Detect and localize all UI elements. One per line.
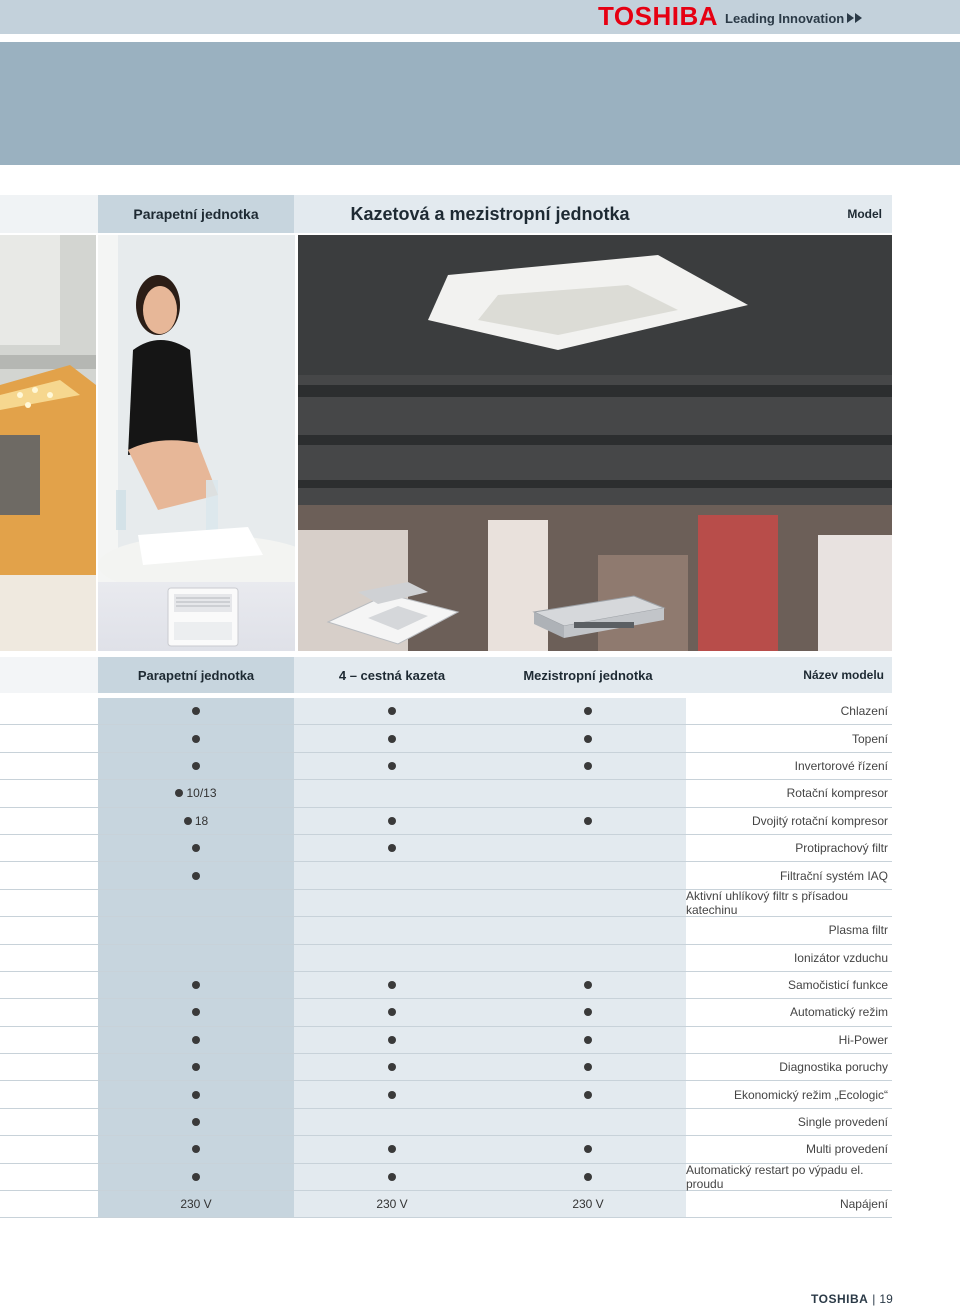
table-row [0,753,892,780]
bullet-dot-icon [388,707,396,715]
feature-mark [584,817,592,825]
ducted-cell [490,753,686,779]
row-spacer [0,725,98,751]
row-spacer [0,917,98,943]
row-spacer [0,1054,98,1080]
ducted-voltage: 230 V [490,1191,686,1217]
cassette-cell [294,780,490,806]
bullet-dot-icon [192,872,200,880]
feature-note: 10/13 [186,786,217,801]
bullet-dot-icon [192,1118,200,1126]
ducted-cell [490,1164,686,1190]
feature-mark [388,1091,396,1099]
double-chevron-icon [847,13,863,23]
ducted-cell [490,945,686,971]
bullet-dot-icon [192,1091,200,1099]
bullet-dot-icon [584,762,592,770]
cassette-cell [294,1164,490,1190]
cassette-cell [294,835,490,861]
feature-mark [192,1091,200,1099]
feature-mark [584,1145,592,1153]
interior-photo [0,235,96,651]
wall-unit-cell [98,753,294,779]
feature-label: Rotační kompresor [786,786,888,801]
ducted-cell [490,725,686,751]
feature-label: Hi-Power [838,1032,888,1047]
bullet-dot-icon [584,735,592,743]
toshiba-logo: TOSHIBA [598,0,719,31]
cassette-cell [294,999,490,1025]
row-spacer [0,753,98,779]
bullet-dot-icon [192,1036,200,1044]
table-row [0,1081,892,1108]
subheader-spacer [0,657,98,693]
bullet-dot-icon [584,707,592,715]
bullet-dot-icon [584,981,592,989]
row-spacer [0,1136,98,1162]
feature-mark [388,762,396,770]
cassette-cell [294,1081,490,1107]
feature-mark [192,872,200,880]
table-row [0,1054,892,1081]
bullet-dot-icon [388,1145,396,1153]
ducted-product-image [494,582,690,651]
cassette-cell [294,725,490,751]
ducted-cell [490,1136,686,1162]
row-spacer [0,862,98,888]
bullet-dot-icon [192,762,200,770]
ducted-cell [490,835,686,861]
feature-mark [192,981,200,989]
feature-mark [388,707,396,715]
bullet-dot-icon [184,817,192,825]
product-ducted-unit: Mezistropní jednotka [490,657,686,693]
cassette-cell [294,890,490,916]
brand-header [598,1,863,31]
header-model: Model [686,195,892,233]
bullet-dot-icon [192,735,200,743]
table-row [0,890,892,917]
bullet-dot-icon [192,1008,200,1016]
header-wall-unit: Parapetní jednotka [98,195,294,233]
feature-mark [584,762,592,770]
bullet-dot-icon [584,1145,592,1153]
bullet-dot-icon [175,789,183,797]
row-spacer [0,999,98,1025]
cassette-cell [294,808,490,834]
table-row [0,725,892,752]
ducted-cell [490,972,686,998]
wall-unit-cell [98,1109,294,1135]
wall-unit-cell [98,1136,294,1162]
bullet-dot-icon [388,981,396,989]
cassette-cell [294,945,490,971]
features-table [0,698,892,1218]
feature-mark [584,1173,592,1181]
product-wall-unit: Parapetní jednotka [98,657,294,693]
feature-label: Invertorové řízení [794,758,888,773]
model-name-header: Název modelu [686,657,892,693]
feature-mark [584,735,592,743]
table-row [0,917,892,944]
feature-label: Multi provedení [805,1142,888,1157]
feature-mark [388,844,396,852]
cassette-cell [294,753,490,779]
row-spacer [0,1027,98,1053]
feature-mark [388,817,396,825]
table-row [0,1027,892,1054]
bullet-dot-icon [388,817,396,825]
feature-label: Single provedení [797,1115,888,1130]
bullet-dot-icon [584,1173,592,1181]
footer-separator: | [872,1292,876,1306]
table-row [0,1136,892,1163]
feature-mark [192,1063,200,1071]
wall-unit-cell [98,1054,294,1080]
feature-mark [184,814,208,828]
cassette-cell [294,1054,490,1080]
wall-unit-cell [98,890,294,916]
feature-mark [388,1008,396,1016]
table-row [0,780,892,807]
feature-mark [584,1036,592,1044]
bullet-dot-icon [388,1008,396,1016]
row-spacer [0,835,98,861]
row-spacer [0,1191,98,1217]
row-spacer [0,890,98,916]
feature-mark [584,981,592,989]
ducted-cell [490,1109,686,1135]
wall-unit-cell [98,1164,294,1190]
bullet-dot-icon [388,1173,396,1181]
bullet-dot-icon [584,1091,592,1099]
row-spacer [0,1081,98,1107]
feature-mark [388,1145,396,1153]
hero-band [0,42,960,165]
ducted-cell [490,1054,686,1080]
row-spacer [0,698,98,724]
feature-label: Chlazení [840,704,888,719]
feature-mark [192,1008,200,1016]
bullet-dot-icon [388,1036,396,1044]
feature-mark [192,1036,200,1044]
bullet-dot-icon [388,844,396,852]
header-spacer [0,195,98,233]
wall-unit-cell [98,972,294,998]
cassette-cell [294,698,490,724]
feature-label: Filtrační systém IAQ [779,868,888,883]
page-number: 19 [879,1292,893,1306]
footer-brand: TOSHIBA [811,1292,869,1306]
row-spacer [0,1164,98,1190]
brand-tagline: Leading Innovation [725,10,845,26]
feature-mark [192,1145,200,1153]
ducted-cell [490,917,686,943]
feature-mark [584,1008,592,1016]
feature-label: Topení [851,731,888,746]
bullet-dot-icon [584,1063,592,1071]
cassette-cell [294,862,490,888]
power-label: Napájení [839,1197,888,1212]
table-row [0,808,892,835]
table-row [0,1109,892,1136]
feature-label: Plasma filtr [828,923,888,938]
bullet-dot-icon [388,1091,396,1099]
feature-label: Aktivní uhlíkový filtr s přísadou katechinu [686,888,849,917]
bullet-dot-icon [192,1173,200,1181]
feature-mark [388,1173,396,1181]
ducted-cell [490,890,686,916]
bullet-dot-icon [388,762,396,770]
row-spacer [0,1109,98,1135]
row-spacer [0,972,98,998]
feature-label: Automatický režim [789,1005,888,1020]
cassette-product-image [298,582,494,651]
feature-mark [192,735,200,743]
wall-unit-cell [98,808,294,834]
feature-label: Dvojitý rotační kompresor [751,813,888,828]
feature-label: Diagnostika poruchy [779,1060,888,1075]
ducted-cell [490,780,686,806]
feature-label: Samočisticí funkce [787,978,888,993]
cassette-voltage: 230 V [294,1191,490,1217]
feature-mark [388,1036,396,1044]
feature-note: 18 [194,813,209,828]
table-row [0,1164,892,1191]
bullet-dot-icon [192,844,200,852]
ducted-cell [490,862,686,888]
feature-mark [192,844,200,852]
cassette-cell [294,1136,490,1162]
wall-unit-cell [98,945,294,971]
wall-unit-cell [98,835,294,861]
wall-unit-cell [98,1027,294,1053]
feature-mark [388,1063,396,1071]
ducted-cell [490,1027,686,1053]
table-row [0,835,892,862]
feature-mark [175,786,216,800]
table-row [0,972,892,999]
wall-unit-cell [98,999,294,1025]
wall-unit-cell [98,862,294,888]
wall-unit-voltage: 230 V [98,1191,294,1217]
feature-mark [584,707,592,715]
power-supply-row [0,1191,892,1218]
wall-unit-cell [98,1081,294,1107]
ducted-cell [490,1081,686,1107]
feature-mark [192,707,200,715]
feature-mark [192,1118,200,1126]
bullet-dot-icon [584,817,592,825]
cassette-cell [294,972,490,998]
bullet-dot-icon [192,1063,200,1071]
row-spacer [0,808,98,834]
feature-mark [192,762,200,770]
feature-mark [388,981,396,989]
ducted-cell [490,808,686,834]
feature-mark [584,1091,592,1099]
feature-mark [192,1173,200,1181]
table-row [0,862,892,889]
feature-label: Ionizátor vzduchu [793,950,888,965]
wall-unit-cell [98,917,294,943]
feature-mark [584,1063,592,1071]
wall-unit-cell [98,780,294,806]
table-row [0,999,892,1026]
bullet-dot-icon [388,735,396,743]
ducted-cell [490,698,686,724]
bullet-dot-icon [388,1063,396,1071]
wall-unit-product-image [98,582,295,651]
table-row [0,698,892,725]
bullet-dot-icon [192,707,200,715]
bullet-dot-icon [584,1036,592,1044]
wall-unit-cell [98,725,294,751]
bullet-dot-icon [192,1145,200,1153]
row-spacer [0,780,98,806]
wall-unit-cell [98,698,294,724]
bullet-dot-icon [192,981,200,989]
feature-mark [388,735,396,743]
cassette-cell [294,1027,490,1053]
feature-label: Automatický restart po výpadu el. proudu [686,1162,864,1191]
table-row [0,945,892,972]
feature-label: Protiprachový filtr [795,841,888,856]
feature-label: Ekonomický režim „Ecologic“ [733,1087,888,1102]
cassette-cell [294,917,490,943]
row-spacer [0,945,98,971]
product-4way-cassette: 4 – cestná kazeta [294,657,490,693]
header-cassette-ducted: Kazetová a mezistropní jednotka [294,195,686,233]
page-footer [811,1292,893,1306]
bullet-dot-icon [584,1008,592,1016]
woman-photo [98,235,295,582]
ducted-cell [490,999,686,1025]
cassette-cell [294,1109,490,1135]
